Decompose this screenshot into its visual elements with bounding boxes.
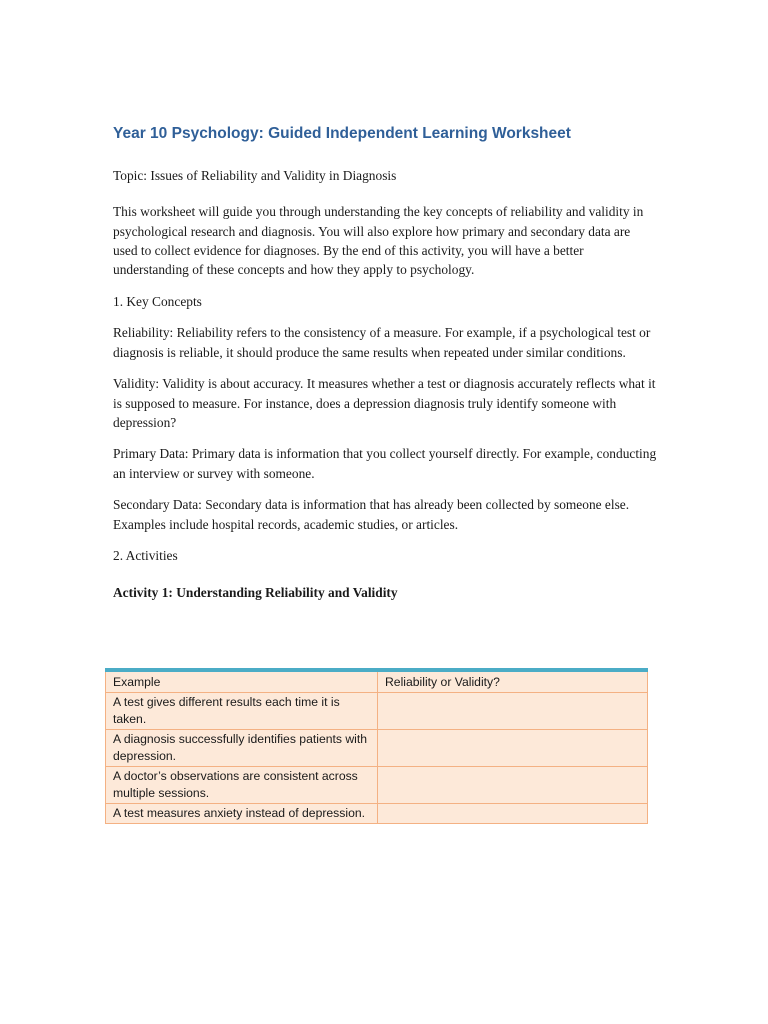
validity-paragraph: Validity: Validity is about accuracy. It measures whether a test or diagnosis accurately reflects what it is supposed to measure. For instance, does a depression diagnosis truly identify someone with depression?	[113, 376, 656, 430]
table-row	[106, 693, 648, 730]
table-cell-answer[interactable]	[378, 730, 648, 767]
table-cell-example: A test gives different results each time it is taken.	[106, 693, 378, 730]
section-heading-activities: 2. Activities	[113, 548, 178, 564]
document-body	[113, 124, 658, 603]
table-cell-example: A doctor’s observations are consistent across multiple sessions.	[106, 767, 378, 804]
table-row	[106, 767, 648, 804]
table-cell-example: A test measures anxiety instead of depression.	[106, 804, 378, 824]
activity-table-wrapper	[105, 668, 648, 824]
section-heading-key-concepts: 1. Key Concepts	[113, 293, 202, 309]
table-row	[106, 730, 648, 767]
table-header-row	[106, 670, 648, 693]
primary-data-paragraph: Primary Data: Primary data is information that you collect yourself directly. For example, conducting an interview or survey with someone.	[113, 446, 657, 481]
table-header-reliability-or-validity: Reliability or Validity?	[378, 670, 648, 693]
activity-1-title: Activity 1: Understanding Reliability and Validity	[113, 585, 398, 601]
activity-table	[105, 668, 648, 824]
table-header-example: Example	[106, 670, 378, 693]
intro-paragraph: This worksheet will guide you through understanding the key concepts of reliability and validity in psychological research and diagnosis. You will also explore how primary and secondary data are used to collect evidence for diagnoses. By the end of this activity, you will have a better understanding of these concepts and how they apply to psychology.	[113, 204, 644, 278]
topic-line: Topic: Issues of Reliability and Validity in Diagnosis	[113, 168, 397, 183]
secondary-data-paragraph: Secondary Data: Secondary data is information that has already been collected by someone else. Examples include hospital records, academic studies, or articles.	[113, 497, 630, 532]
table-cell-answer[interactable]	[378, 767, 648, 804]
table-row	[106, 804, 648, 824]
reliability-paragraph: Reliability: Reliability refers to the consistency of a measure. For example, if a psychological test or diagnosis is reliable, it should produce the same results when repeated under similar conditions.	[113, 325, 651, 360]
table-cell-example: A diagnosis successfully identifies patients with depression.	[106, 730, 378, 767]
worksheet-title: Year 10 Psychology: Guided Independent Learning Worksheet	[113, 125, 571, 142]
table-cell-answer[interactable]	[378, 804, 648, 824]
table-cell-answer[interactable]	[378, 693, 648, 730]
